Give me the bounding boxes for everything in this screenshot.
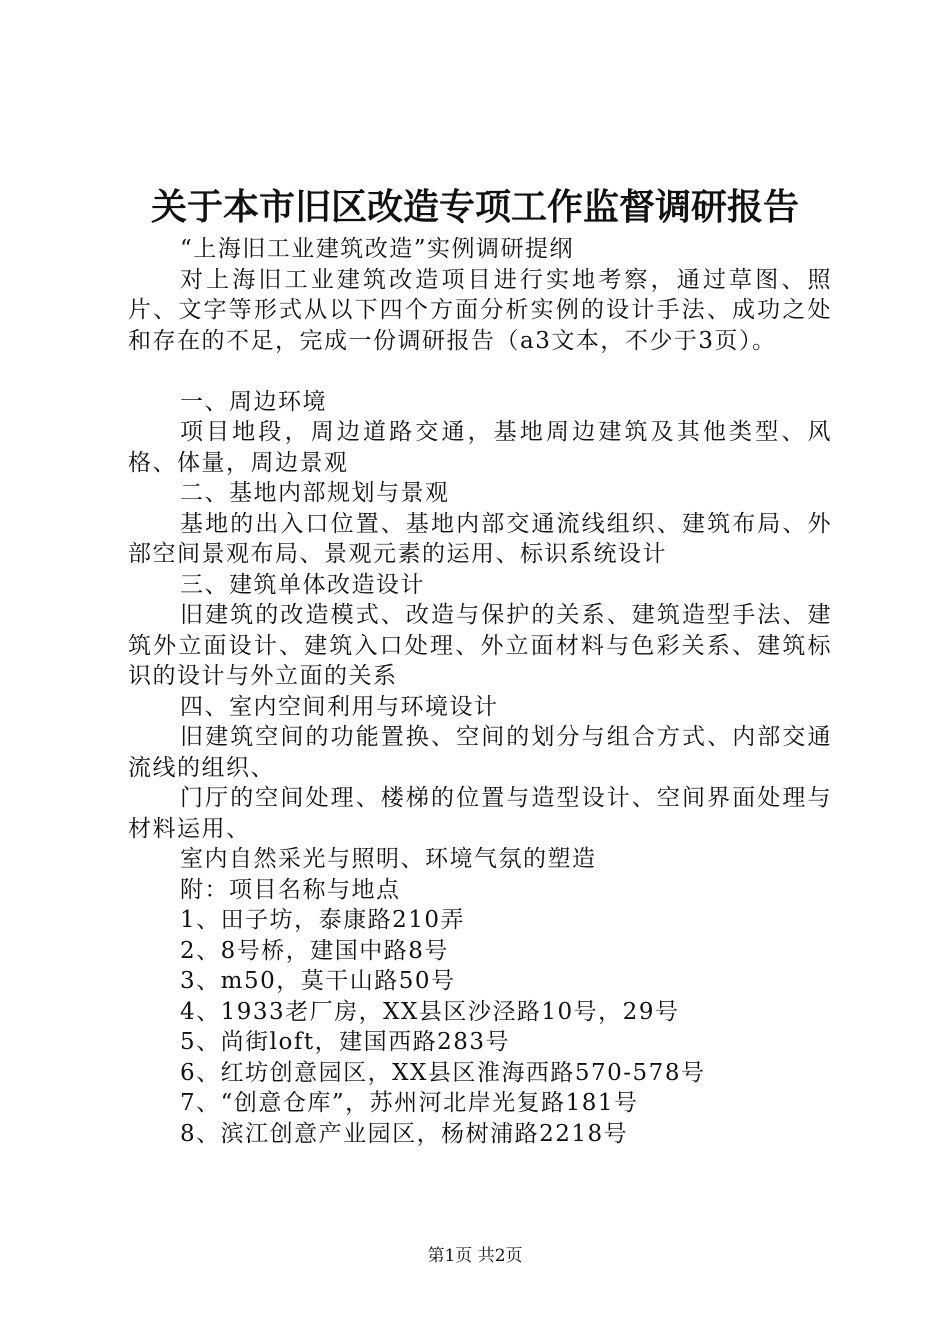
- section-paragraph: 旧建筑的改造模式、改造与保护的关系、建筑造型手法、建筑外立面设计、建筑入口处理、外立面材料与色彩关系、建筑标识的设计与外立面的关系: [128, 602, 832, 689]
- subtitle: “上海旧工业建筑改造”实例调研提纲: [180, 236, 575, 262]
- section-paragraph: 室内自然采光与照明、环境气氛的塑造: [180, 846, 597, 872]
- section-heading: 一、周边环境: [180, 388, 327, 415]
- section-heading: 四、室内空间利用与环境设计: [180, 693, 499, 720]
- appendix-item: 2、8号桥，建国中路8号: [180, 937, 449, 964]
- appendix-heading: 附：项目名称与地点: [180, 876, 401, 903]
- section-heading: 三、建筑单体改造设计: [180, 571, 425, 598]
- appendix-item: 6、红坊创意园区，XX县区淮海西路570-578号: [180, 1059, 706, 1086]
- appendix-item: 8、滨江创意产业园区，杨树浦路2218号: [180, 1120, 629, 1147]
- blank-line: [128, 356, 832, 387]
- document-title: 关于本市旧区改造专项工作监督调研报告: [150, 187, 799, 228]
- appendix-item: 5、尚街loft，建国西路283号: [180, 1029, 510, 1055]
- appendix-item: 1、田子坊，泰康路210弄: [180, 907, 466, 933]
- appendix-item: 4、1933老厂房，XX县区沙泾路10号，29号: [180, 998, 680, 1025]
- section-paragraph: 基地的出入口位置、基地内部交通流线组织、建筑布局、外部空间景观布局、景观元素的运用、标识系统设计: [128, 510, 832, 567]
- document-body: [128, 234, 832, 1149]
- intro-paragraph: 对上海旧工业建筑改造项目进行实地考察，通过草图、照片、文字等形式从以下四个方面分析实例的设计手法、成功之处和存在的不足，完成一份调研报告（a3文本，不少于3页）。: [128, 266, 832, 354]
- section-paragraph: 项目地段，周边道路交通，基地周边建筑及其他类型、风格、体量，周边景观: [128, 419, 832, 476]
- section-paragraph: 门厅的空间处理、楼梯的位置与造型设计、空间界面处理与材料运用、: [128, 785, 832, 842]
- section-heading: 二、基地内部规划与景观: [180, 480, 450, 506]
- page-footer: 第1页 共2页: [427, 1246, 523, 1266]
- appendix-item: 7、“创意仓库”，苏州河北岸光复路181号: [180, 1090, 639, 1116]
- section-paragraph: 旧建筑空间的功能置换、空间的划分与组合方式、内部交通流线的组织、: [128, 724, 832, 781]
- appendix-item: 3、m50，莫干山路50号: [180, 968, 456, 994]
